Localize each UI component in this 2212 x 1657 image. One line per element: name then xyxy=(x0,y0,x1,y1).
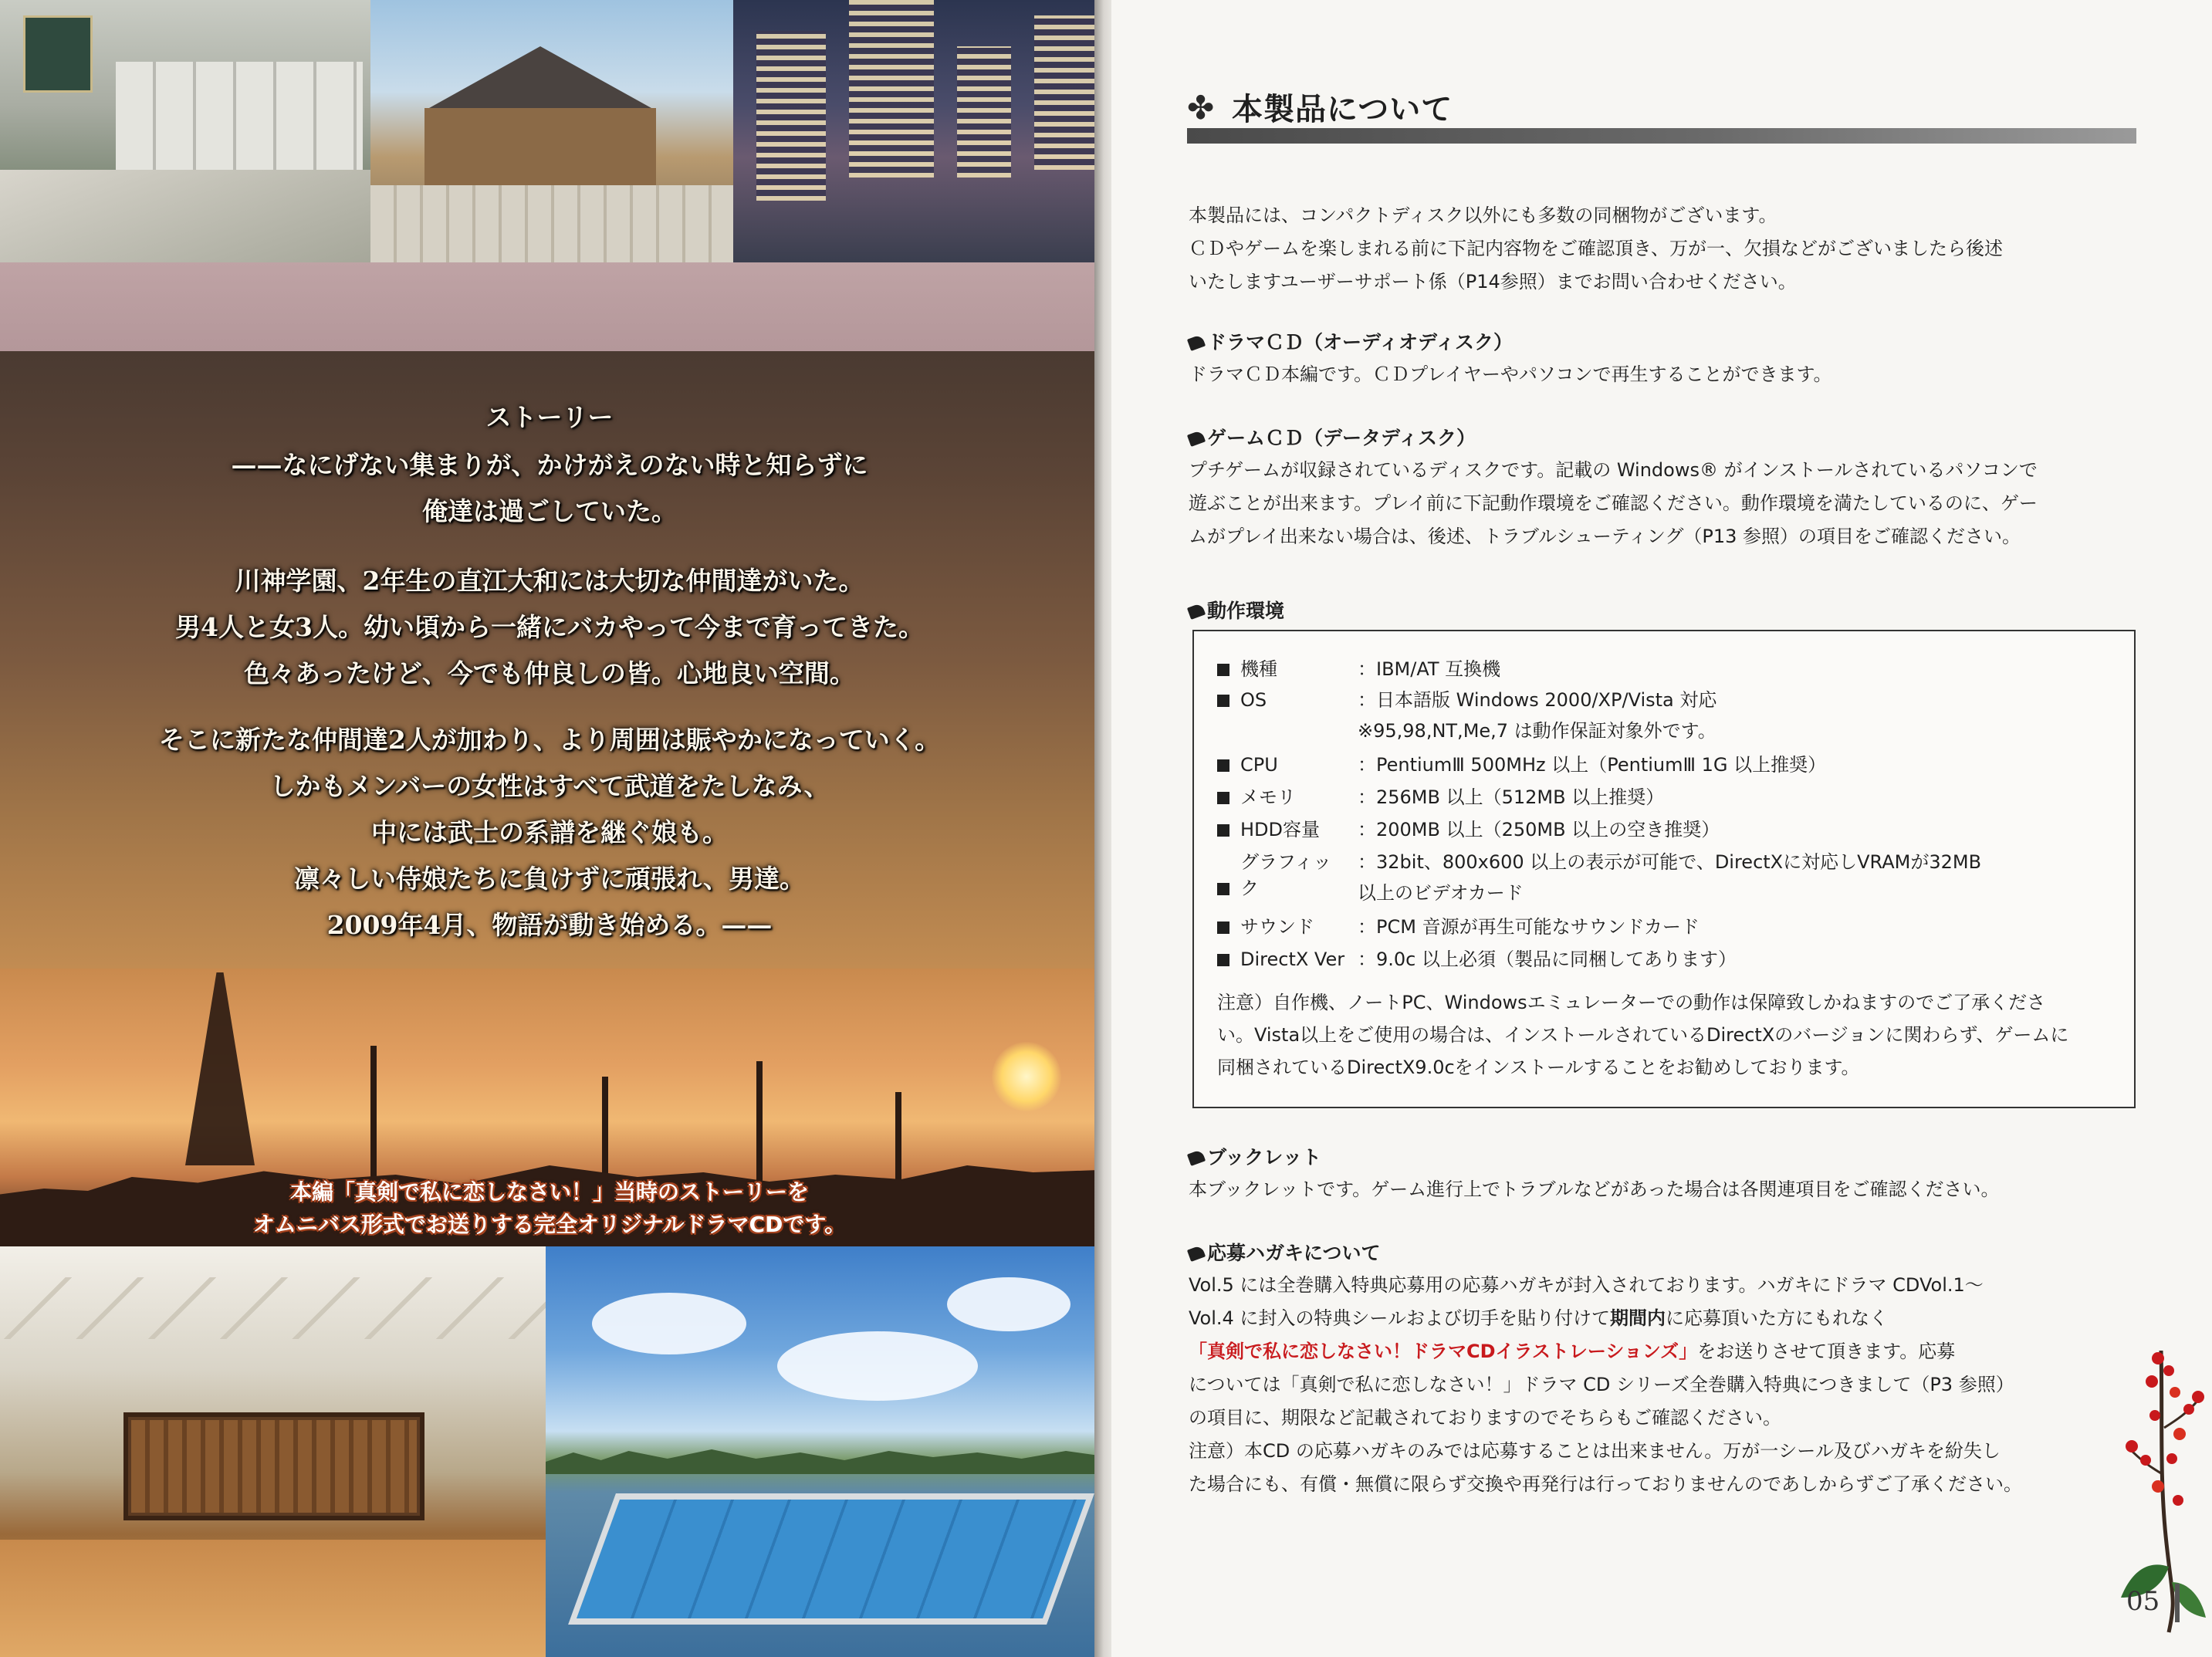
school-hallway-illustration xyxy=(0,0,370,262)
story-title: ストーリー xyxy=(485,402,614,432)
pool-water xyxy=(568,1493,1094,1625)
gymnasium-illustration xyxy=(0,1246,546,1657)
requirement-row: HDD容量 ：200MB 以上（250MB 以上の空き推奨） xyxy=(1217,817,1350,843)
os-note: ※95,98,NT,Me,7 は動作保証対象外です。 xyxy=(1358,720,1716,742)
sun xyxy=(992,1042,1061,1111)
game-cd-text: プチゲームが収録されているディスクです。記載の Windows® がインストールされているパソコンで 遊ぶことが出来ます。プレイ前に下記動作環境をご確認ください。動作環境を満たしているのに、ゲー ムがプレイ出来ない場合は、後述、トラブルシューティング（P13 参照）の項目をご確認ください。 xyxy=(1189,459,2038,547)
right-page xyxy=(1111,0,2212,1657)
clover-icon: ✤ xyxy=(1187,89,1215,127)
drama-cd-heading: ドラマＣＤ（オーディオディスク） xyxy=(1189,327,1513,358)
promo-line: オムニバス形式でお送りする完全オリジナルドラマCDです。 xyxy=(252,1212,847,1237)
system-requirements-box xyxy=(1192,630,2136,1108)
section-header xyxy=(1187,85,2136,148)
page-number-bar xyxy=(2175,1584,2180,1622)
promo-line: 本編「真剣で私に恋しなさい！」当時のストーリーを xyxy=(289,1179,809,1205)
postcard-text: Vol.5 には全巻購入特典応募用の応募ハガキが封入されております。ハガキにドラマ CDVol.1～ Vol.4 に封入の特典シールおよび切手を貼り付けて期間内に応募頂いた方にもれなく 「真剣で私に恋しなさい！ドラマCDイラストレーションズ」をお送りさせて頂きます。応募 については「真剣で私に恋しなさい！」ドラマ CD シリーズ全巻購入特典につきまして（P3 参照） の項目に、期限など記載されておりますのでそちらもご確認ください。 注意）本CD の応募ハガキのみでは応募することは出来ません。万が一シール及びハガキを紛失し た場合にも、有償・無償に限らず交換や再発行は行っておりませんのであしからずご了承ください。 xyxy=(1189,1274,2022,1495)
square-bullet-icon xyxy=(1217,792,1229,804)
square-bullet-icon xyxy=(1217,954,1229,966)
square-bullet-icon xyxy=(1217,921,1229,934)
power-tower xyxy=(185,972,255,1165)
leaf-bullet-icon xyxy=(1187,1245,1206,1262)
leaf-bullet-icon xyxy=(1187,603,1206,620)
square-bullet-icon xyxy=(1217,883,1229,895)
booklet-text: 本ブックレットです。ゲーム進行上でトラブルなどがあった場合は各関連項目をご確認ください。 xyxy=(1189,1178,2000,1200)
square-bullet-icon xyxy=(1217,695,1229,707)
page-number: 05 xyxy=(2126,1586,2160,1617)
requirement-row: DirectX Ver ：9.0c 以上必須（製品に同梱してあります） xyxy=(1217,946,1350,972)
school-crest xyxy=(23,15,93,93)
postcard-heading: 応募ハガキについて xyxy=(1189,1238,1381,1269)
requirement-row: CPU ：PentiumⅢ 500MHz 以上（PentiumⅢ 1G 以上推奨） xyxy=(1217,752,1350,778)
booklet-heading: ブックレット xyxy=(1189,1142,1321,1173)
requirement-row: メモリ ：256MB 以上（512MB 以上推奨） xyxy=(1217,784,1350,810)
square-bullet-icon xyxy=(1217,824,1229,837)
intro-text: 本製品には、コンパクトディスク以外にも多数の同梱物がございます。 ＣＤやゲームを楽しまれる前に下記内容物をご確認頂き、万が一、欠損などがございましたら後述 いたしますユーザーサポート係（P14参照）までお問い合わせください。 xyxy=(1189,205,2004,293)
japanese-house-illustration xyxy=(370,0,733,262)
swimming-pool-illustration xyxy=(546,1246,1099,1657)
story-line: しかもメンバーの女性はすべて武道をたしなみ、 xyxy=(269,771,830,801)
story-line: 色々あったけど、今でも仲良しの皆。心地良い空間。 xyxy=(244,658,855,688)
sunset-town-illustration xyxy=(0,969,1099,1246)
story-line: 男4人と女3人。幼い頃から一緒にバカやって今まで育ってきた。 xyxy=(175,612,924,642)
decorative-band xyxy=(0,262,1099,351)
story-line: そこに新たな仲間達2人が加わり、より周囲は賑やかになっていく。 xyxy=(158,725,941,755)
left-page xyxy=(0,0,1099,1657)
game-cd-heading: ゲームＣＤ（データディスク） xyxy=(1189,423,1476,454)
requirement-row: OS ：日本語版 Windows 2000/XP/Vista 対応 xyxy=(1217,687,1350,713)
environment-heading: 動作環境 xyxy=(1189,596,1284,627)
story-line: ——なにげない集まりが、かけがえのない時と知らずに xyxy=(231,450,868,480)
bonus-title: 「真剣で私に恋しなさい！ドラマCDイラストレーションズ」 xyxy=(1189,1341,1698,1362)
night-city-illustration xyxy=(733,0,1099,262)
requirement-row: 機種 ：IBM/AT 互換機 xyxy=(1217,656,1350,682)
section-title: 本製品について xyxy=(1232,92,1453,127)
story-line: 俺達は過ごしていた。 xyxy=(422,496,677,526)
requirement-row: サウンド ：PCM 音源が再生可能なサウンドカード xyxy=(1217,914,1350,940)
leaf-bullet-icon xyxy=(1187,1149,1206,1166)
drama-cd-text: ドラマＣＤ本編です。ＣＤプレイヤーやパソコンで再生することができます。 xyxy=(1189,364,1832,385)
story-line: 中には武士の系譜を継ぐ娘も。 xyxy=(371,817,728,847)
story-line: 凛々しい侍娘たちに負けずに頑張れ、男達。 xyxy=(294,864,805,894)
requirement-row: グラフィック ：32bit、800x600 以上の表示が可能で、DirectXに対応しVRAMが32MB xyxy=(1217,849,1350,901)
square-bullet-icon xyxy=(1217,664,1229,676)
leaf-bullet-icon xyxy=(1187,334,1206,351)
story-line: 2009年4月、物語が動き始める。—— xyxy=(326,910,773,940)
story-section xyxy=(0,351,1099,969)
header-bar xyxy=(1187,128,2136,144)
square-bullet-icon xyxy=(1217,759,1229,772)
graphic-continuation: 以上のビデオカード xyxy=(1358,882,1524,904)
story-line: 川神学園、2年生の直江大和には大切な仲間達がいた。 xyxy=(235,566,864,596)
environment-note: 注意）自作機、ノートPC、Windowsエミュレーターでの動作は保障致しかねますのでご了承くださ い。Vista以上をご使用の場合は、インストールされているDirectXのバージョンに関わらず、ゲームに 同梱されているDirectX9.0cをインストールすることをお勧めしております。 xyxy=(1217,992,2069,1078)
leaf-bullet-icon xyxy=(1187,430,1206,447)
